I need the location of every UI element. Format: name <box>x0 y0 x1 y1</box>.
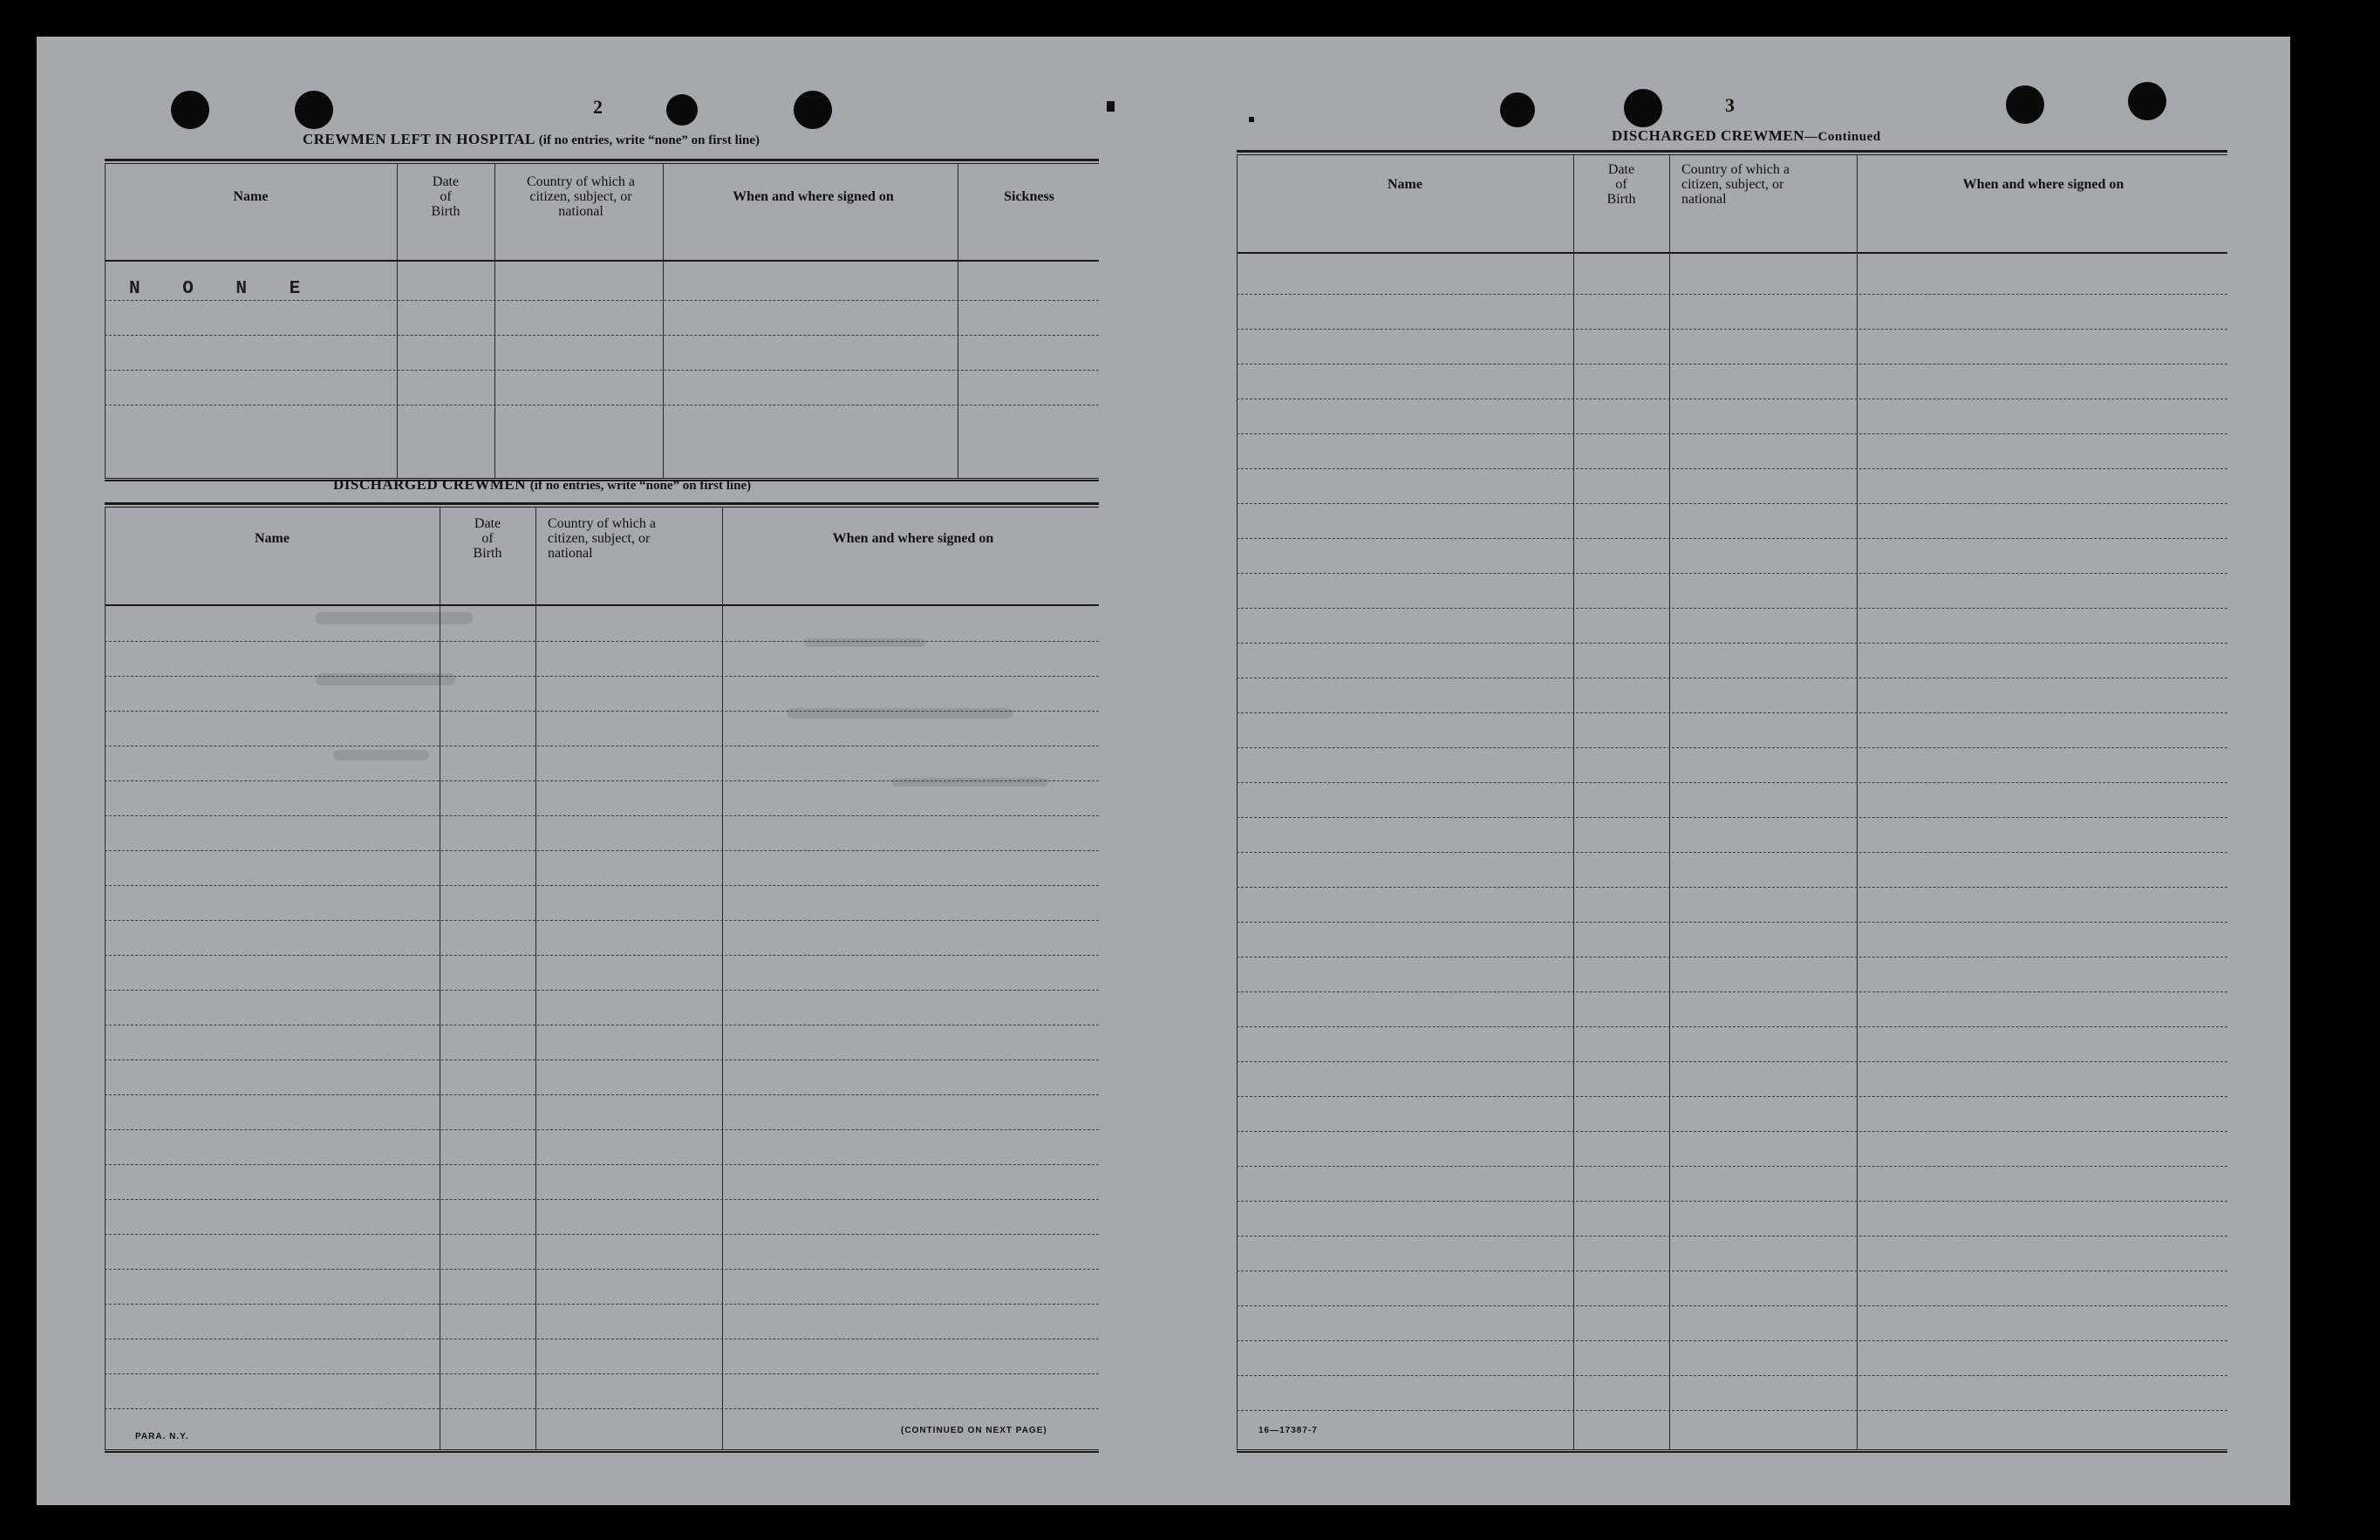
table-top-rule <box>105 159 1099 164</box>
left-page <box>37 37 1170 1505</box>
scanned-form-spread <box>37 37 2290 1505</box>
page-number: 2 <box>593 96 603 118</box>
faded-writing <box>316 612 473 624</box>
entry-line <box>1237 1131 2227 1132</box>
entry-line <box>105 1199 1099 1200</box>
entry-line <box>105 955 1099 956</box>
entry-line <box>1237 573 2227 574</box>
discharged-continued-title-text: DISCHARGED CREWMEN <box>1612 127 1805 144</box>
col-header-signed-on: When and where signed on <box>832 530 994 546</box>
punch-hole <box>1624 89 1662 127</box>
entry-line <box>1237 1026 2227 1027</box>
column-divider <box>397 164 398 478</box>
punch-hole <box>794 91 832 129</box>
faded-writing <box>316 673 455 685</box>
entry-line <box>105 300 1099 301</box>
faded-writing <box>804 638 926 647</box>
entry-line <box>1237 608 2227 609</box>
entry-line <box>105 370 1099 371</box>
entry-line <box>1237 1166 2227 1167</box>
entry-line <box>105 1094 1099 1095</box>
printer-imprint: PARA. N.Y. <box>135 1432 189 1441</box>
entry-line <box>105 1408 1099 1409</box>
hospital-section-title <box>303 131 760 148</box>
entry-line <box>1237 1201 2227 1202</box>
punch-hole <box>171 91 209 129</box>
scan-mark <box>1249 117 1254 122</box>
column-divider <box>1237 155 1238 1449</box>
table-bottom-rule <box>105 1449 1099 1453</box>
discharged-section-title <box>333 476 751 494</box>
column-divider <box>105 164 106 478</box>
discharged-table <box>105 502 1099 1455</box>
col-header-sickness: Sickness <box>1004 188 1054 204</box>
col-header-signed-on: When and where signed on <box>1962 176 2124 192</box>
discharged-continued-title <box>1612 127 1881 145</box>
continued-label: —Continued <box>1804 130 1881 144</box>
entry-line <box>1237 329 2227 330</box>
entry-line <box>1237 468 2227 469</box>
right-page <box>1170 37 2290 1505</box>
table-bottom-rule <box>1237 1449 2227 1453</box>
entry-line <box>1237 817 2227 818</box>
entry-line <box>1237 1410 2227 1411</box>
table-top-rule <box>105 502 1099 508</box>
entry-line <box>1237 294 2227 295</box>
col-header-country: Country of which a citizen, subject, or national <box>1681 161 1790 207</box>
faded-writing <box>787 708 1013 719</box>
entry-line <box>105 335 1099 336</box>
col-header-name: Name <box>233 188 269 204</box>
entry-line <box>1237 887 2227 888</box>
entry-line <box>105 676 1099 677</box>
discharged-continued-table <box>1237 150 2227 1456</box>
punch-hole <box>2006 85 2044 124</box>
entry-line <box>1237 1340 2227 1341</box>
continued-note: (CONTINUED ON NEXT PAGE) <box>901 1426 1047 1435</box>
column-divider <box>1857 155 1858 1449</box>
entry-line <box>1237 1305 2227 1306</box>
entry-line <box>105 641 1099 642</box>
entry-line <box>1237 922 2227 923</box>
hospital-table <box>105 159 1099 483</box>
page-number: 3 <box>1725 94 1735 116</box>
entry-line <box>1237 1375 2227 1376</box>
header-bottom-rule <box>105 260 1099 262</box>
entry-line <box>1237 538 2227 539</box>
col-header-name: Name <box>255 530 290 546</box>
header-bottom-rule <box>105 604 1099 606</box>
column-divider <box>722 508 723 1449</box>
col-header-country: Country of which a citizen, subject, or national <box>527 174 635 219</box>
entry-line <box>1237 1061 2227 1062</box>
column-divider <box>1573 155 1574 1449</box>
entry-line <box>105 850 1099 851</box>
hospital-title-note: (if no entries, write “none” on first line) <box>538 133 760 147</box>
entry-line <box>1237 433 2227 434</box>
header-bottom-rule <box>1237 252 2227 254</box>
entry-line <box>105 1234 1099 1235</box>
col-header-name: Name <box>1388 176 1422 192</box>
table-top-rule <box>1237 150 2227 155</box>
col-header-country: Country of which a citizen, subject, or national <box>548 515 656 561</box>
col-header-signed-on: When and where signed on <box>733 188 894 204</box>
entry-line <box>1237 503 2227 504</box>
column-divider <box>535 508 536 1449</box>
entry-line <box>1237 1236 2227 1237</box>
entry-line <box>1237 1096 2227 1097</box>
faded-writing <box>891 778 1048 787</box>
punch-hole <box>1500 92 1535 127</box>
entry-line <box>105 885 1099 886</box>
punch-hole <box>295 91 333 129</box>
entry-line <box>105 990 1099 991</box>
form-number: 16—17387-7 <box>1258 1426 1318 1435</box>
entry-line <box>105 1269 1099 1270</box>
punch-hole <box>666 94 698 126</box>
entry-line <box>1237 782 2227 783</box>
col-header-date-of-birth: Date of Birth <box>431 174 460 219</box>
entry-line <box>1237 712 2227 713</box>
entry-line <box>105 1373 1099 1374</box>
column-divider <box>494 164 495 478</box>
faded-writing <box>333 750 429 760</box>
col-header-date-of-birth: Date of Birth <box>473 515 502 561</box>
column-divider <box>663 164 664 478</box>
column-divider <box>1669 155 1670 1449</box>
discharged-title-text: DISCHARGED CREWMEN <box>333 476 527 493</box>
entry-line <box>105 1025 1099 1026</box>
entry-line <box>105 1164 1099 1165</box>
entry-line <box>1237 747 2227 748</box>
entry-line <box>1237 643 2227 644</box>
entry-line <box>1237 991 2227 992</box>
column-divider <box>105 508 106 1449</box>
name-entry-none: N O N E <box>129 279 317 299</box>
entry-line <box>105 920 1099 921</box>
hospital-title-text: CREWMEN LEFT IN HOSPITAL <box>303 131 535 147</box>
scan-mark <box>1107 101 1115 112</box>
entry-line <box>1237 364 2227 365</box>
punch-hole <box>2128 82 2166 120</box>
entry-line <box>105 1304 1099 1305</box>
entry-line <box>105 1129 1099 1130</box>
entry-line <box>1237 852 2227 853</box>
discharged-title-note: (if no entries, write “none” on first line) <box>529 479 752 493</box>
entry-line <box>105 815 1099 816</box>
col-header-date-of-birth: Date of Birth <box>1606 161 1636 207</box>
